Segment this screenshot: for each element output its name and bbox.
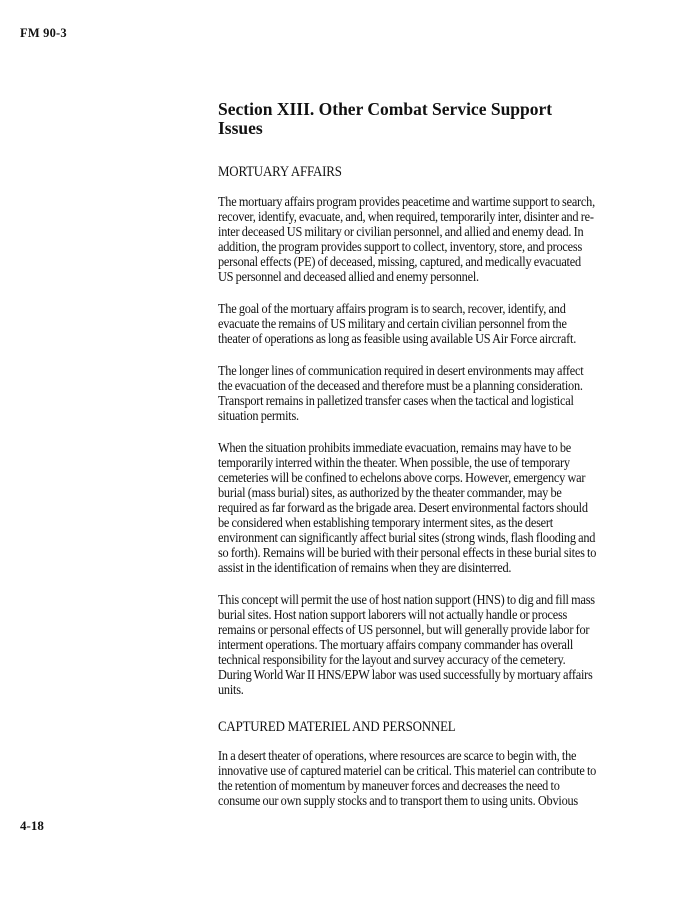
heading-mortuary-affairs: MORTUARY AFFAIRS	[218, 164, 342, 180]
heading-captured-materiel: CAPTURED MATERIEL AND PERSONNEL	[218, 719, 456, 735]
page-content	[218, 100, 598, 808]
page-number: 4-18	[20, 818, 44, 833]
captured-paragraph-1: In a desert theater of operations, where resources are scarce to begin with, the innovative use of captured materiel can be critical. This materiel can contribute to the retention of momentum by maneuver forces and decreases the need to consume our own supply stocks and to transport them to using units. Obvious	[218, 748, 597, 808]
mortuary-paragraph-3: The longer lines of communication required in desert environments may affect the evacuation of the deceased and therefore must be a planning consideration. Transport remains in palletized transfer cases when the tactical and logistical situation permits.	[218, 363, 584, 423]
document-id-header: FM 90-3	[20, 26, 67, 40]
mortuary-paragraph-2: The goal of the mortuary affairs program is to search, recover, identify, and evacuate the remains of US military and certain civilian personnel from the theater of operations as long as feasible using available US Air Force aircraft.	[218, 301, 577, 346]
mortuary-paragraph-5: This concept will permit the use of host nation support (HNS) to dig and fill mass burial sites. Host nation support laborers will not actually handle or process remains or personal effects of US personnel, but will generally provide labor for interment operations. The mortuary affairs company commander has overall technical responsibility for the layout and survey accuracy of the cemetery. During World War II HNS/EPW labor was used successfully by mortuary affairs units.	[218, 592, 595, 697]
section-title: Section XIII. Other Combat Service Support Issues	[218, 99, 553, 138]
mortuary-paragraph-1: The mortuary affairs program provides peacetime and wartime support to search, recover, identify, evacuate, and, when required, temporarily inter, disinter and re-inter deceased US military or civilian personnel, and allied and enemy dead. In addition, the program provides support to collect, inventory, store, and process personal effects (PE) of deceased, missing, captured, and medically evacuated US personnel and deceased allied and enemy personnel.	[218, 194, 595, 284]
mortuary-paragraph-4: When the situation prohibits immediate evacuation, remains may have to be temporarily interred within the theater. When possible, the use of temporary cemeteries will be confined to echelons above corps. However, emergency war burial (mass burial) sites, as authorized by the theater commander, may be required as far forward as the brigade area. Desert environmental factors should be considered when establishing temporary interment sites, as the desert environment can significantly affect burial sites (strong winds, flash flooding and so forth). Remains will be buried with their personal effects in these burial sites to assist in the identification of remains when they are disinterred.	[218, 440, 597, 575]
